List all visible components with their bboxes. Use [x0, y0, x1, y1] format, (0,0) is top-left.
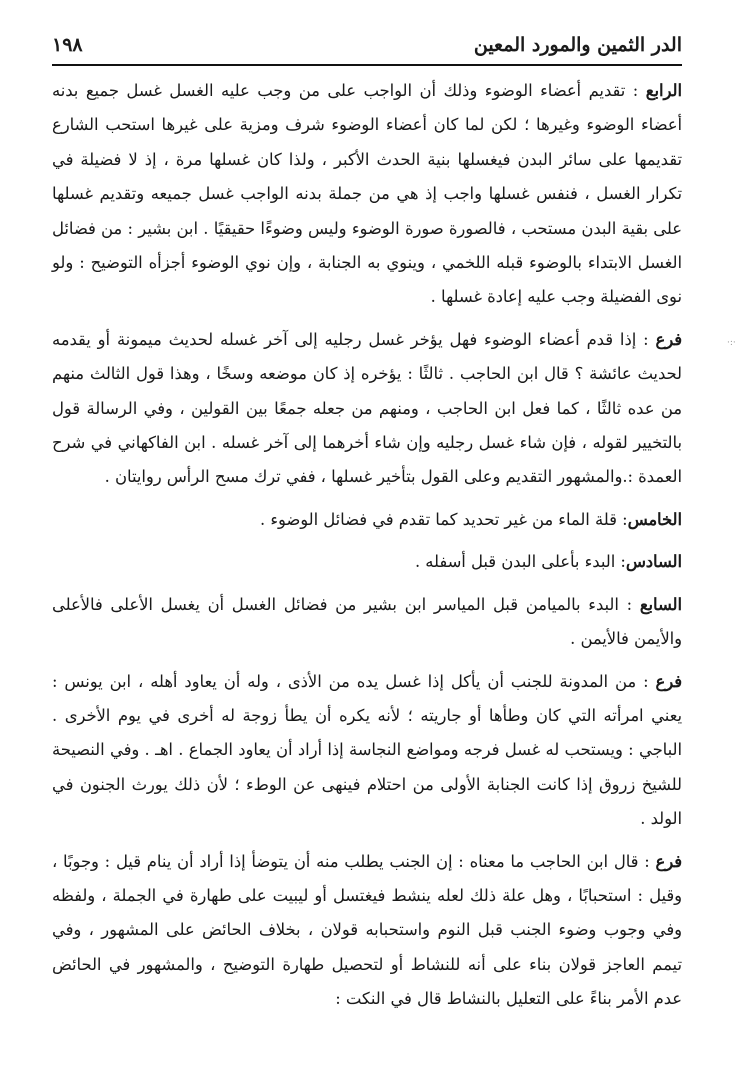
- paragraph-text: : من المدونة للجنب أن يأكل إذا غسل يده من الأذى ، وله أن يعاود أهله ، ابن يونس : يعني امرأته التي كان وطأها أو جاريته ؛ لأنه يكره أن يطأ زوجة له أخرى في يوم الأخرى . الباجي : ويستحب له غسل فرجه ومواضع النجاسة إذا أراد أن يعاود الجماع . اهـ . وفي النصيحة للشيخ زروق إذا كانت الجنابة الأولى من احتلام فينهى عن الوطء ؛ لأن ذلك يورث الجنون في الولد .: [52, 671, 682, 829]
- paragraph-text: : تقديم أعضاء الوضوء وذلك أن الواجب على من وجب عليه الغسل غسل جميع بدنه أعضاء الوضوء وغيرها ؛ لكن لما كان أعضاء الوضوء شرف ومزية على غيرها استحب الشارع تقديمها على سائر البدن فيغسلها بنية الحدث الأكبر ، ولذا كان غسلها مرة ، إذ لا فضيلة في تكرار الغسل ، فنفس غسلها واجب إذ هي من جملة بدنه الواجب غسل جميعه وتقديم غسلها على بقية البدن مستحب ، فالصورة صورة الوضوء وليس وضوءًا حقيقيًا . ابن بشير : من فضائل الغسل الابتداء بالوضوء قبله اللخمي ، وينوي به الجنابة ، وإن نوي الوضوء أجزأه التوضيح : ولو نوى الفضيلة وجب عليه إعادة غسلها .: [52, 81, 682, 307]
- paragraph-lead: فرع: [655, 851, 682, 871]
- paragraph-lead: الخامس: [627, 509, 682, 529]
- paragraph-lead: السابع: [639, 594, 682, 614]
- paragraph-branch-junub: [52, 665, 682, 837]
- paragraph-branch-feet: [52, 323, 682, 495]
- paragraph-lead: فرع: [655, 671, 682, 691]
- paragraph-fourth: [52, 74, 682, 315]
- running-header: [52, 30, 682, 66]
- paragraph-text: : البدء بالميامن قبل المياسر ابن بشير من فضائل الغسل أن يغسل الأعلى فالأعلى والأيمن فالأيمن .: [52, 594, 682, 649]
- paragraph-text: : إذا قدم أعضاء الوضوء فهل يؤخر غسل رجليه إلى آخر غسله لحديث ميمونة أو يقدمه لحديث عائشة ؟ قال ابن الحاجب . ثالثًا : يؤخره إذ كان موضعه وسخًا ، وهذا قول الثالث منهم من عده ثالثًا ، كما فعل ابن الحاجب ، ومنهم من جعله جمعًا بين القولين ، وفي الرسالة قول بالتخيير لقوله ، فإن شاء غسل رجليه وإن شاء أخرهما إلى آخر غسله . ابن الفاكهاني في شرح العمدة :.والمشهور التقديم وعلى القول بتأخير غسلها ، ففي ترك مسح الرأس روايتان .: [52, 329, 682, 487]
- paragraph-text: : قال ابن الحاجب ما معناه : إن الجنب يطلب منه أن يتوضأ إذا أراد أن ينام قيل : وجوبًا ، وقيل : استحبابًا ، وهل علة ذلك لعله ينشط فيغتسل أو ليبيت على طهارة في الجملة ، ولفظه وفي وجوب وضوء الجنب قبل النوم واستحبابه قولان ، بخلاف الحائض على المشهور ، وفي تيمم العاجز قولان بناء على أنه للنشاط أو لتحصيل طهارة التوضيح ، والمشهور في الحائض عدم الأمر بناءً على التعليل بالنشاط قال في النكت :: [52, 851, 682, 1009]
- paragraph-text: : قلة الماء من غير تحديد كما تقدم في فضائل الوضوء .: [259, 509, 628, 529]
- paragraph-lead: فرع: [655, 329, 682, 349]
- paragraph-sixth: [52, 545, 682, 579]
- paragraph-fifth: [52, 503, 682, 537]
- paragraph-branch-sleep: [52, 845, 682, 1017]
- body-text: [52, 74, 682, 1017]
- page-number: ١٩٨: [52, 34, 83, 56]
- book-title: الدر الثمين والمورد المعين: [473, 34, 682, 56]
- paragraph-seventh: [52, 588, 682, 657]
- scan-artifact: ·:·: [727, 338, 736, 348]
- paragraph-lead: الرابع: [645, 81, 682, 100]
- paragraph-text: : البدء بأعلى البدن قبل أسفله .: [414, 552, 626, 572]
- paragraph-lead: السادس: [625, 552, 682, 572]
